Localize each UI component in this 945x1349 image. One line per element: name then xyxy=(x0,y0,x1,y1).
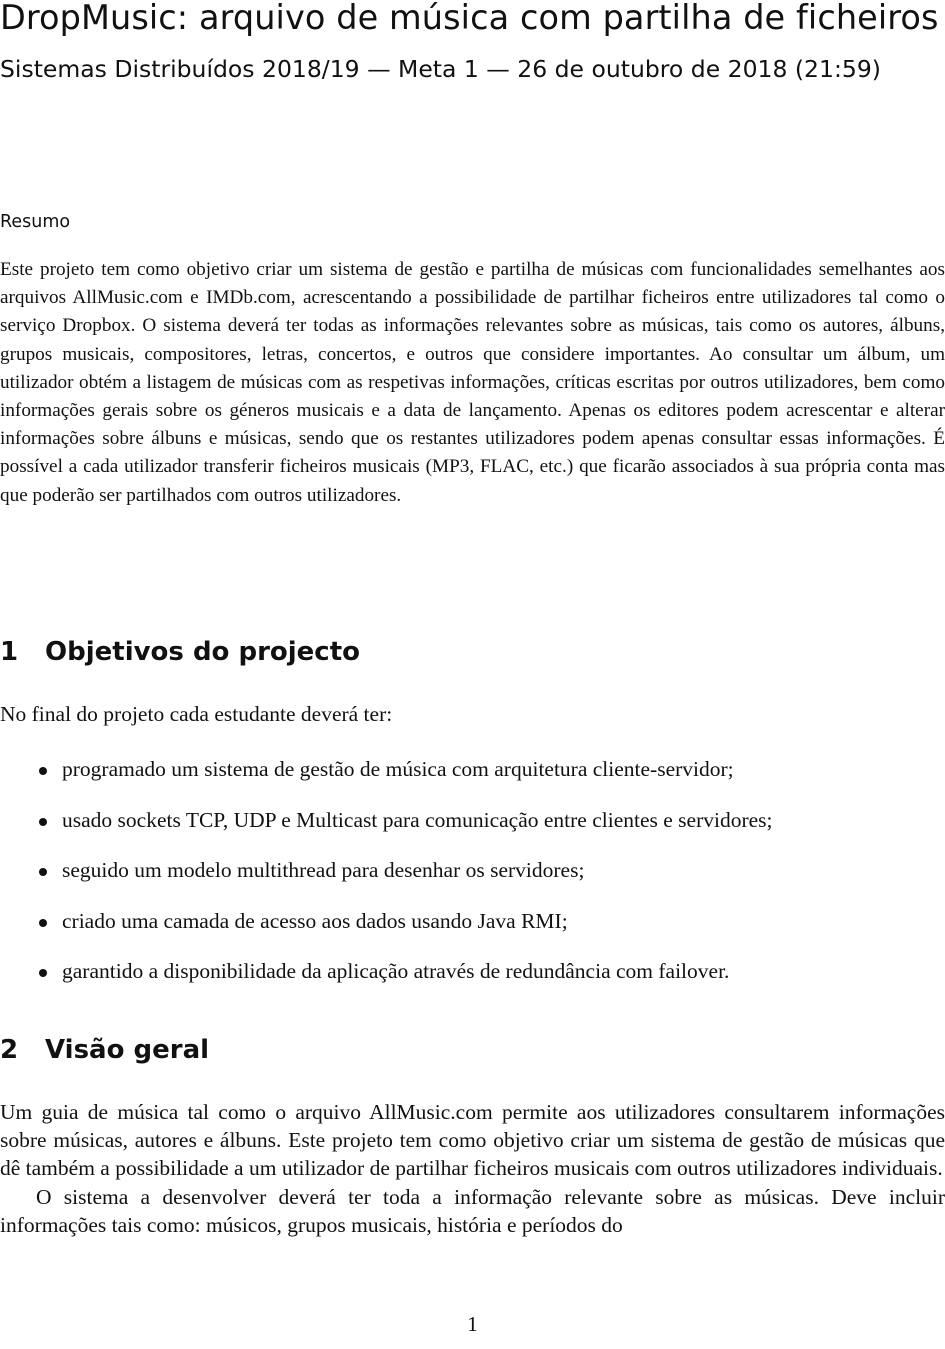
list-item xyxy=(0,755,945,806)
page-number: 1 xyxy=(467,1312,478,1336)
paragraph: Um guia de música tal como o arquivo AllMusic.com permite aos utilizadores consultarem informações sobre músicas, autores e álbuns. Este projeto tem como objetivo criar um sistema de gestão de músicas que dê também a possibilidade a um utilizador de partilhar ficheiros musicais com outros utilizadores individuais. xyxy=(0,1100,945,1181)
section-heading-objetivos xyxy=(0,637,945,668)
bullet-icon xyxy=(39,919,47,927)
list-item-text: programado um sistema de gestão de música com arquitetura cliente-servidor; xyxy=(62,757,734,781)
list-item xyxy=(0,806,945,857)
paragraph: O sistema a desenvolver deverá ter toda a informação relevante sobre as músicas. Deve incluir informações tais como: músicos, grupos musicais, história e períodos do xyxy=(0,1184,945,1237)
list-item xyxy=(0,856,945,907)
list-item-text: seguido um modelo multithread para desenhar os servidores; xyxy=(62,858,585,883)
bullet-icon xyxy=(39,767,47,775)
bullet-icon xyxy=(39,818,47,826)
list-item xyxy=(0,957,945,1008)
section-title: Visão geral xyxy=(45,1035,210,1065)
section-title: Objetivos do projecto xyxy=(45,637,361,667)
abstract-heading: Resumo xyxy=(0,212,71,232)
section-number: 2 xyxy=(0,1035,19,1065)
section-body xyxy=(0,1098,945,1239)
list-item-text: criado uma camada de acesso aos dados usando Java RMI; xyxy=(62,908,568,933)
section-intro: No final do projeto cada estudante deverá ter: xyxy=(0,702,393,726)
section-heading-visao-geral xyxy=(0,1035,945,1066)
list-item xyxy=(0,907,945,958)
list-item-text: usado sockets TCP, UDP e Multicast para comunicação entre clientes e servidores; xyxy=(62,807,773,832)
document-title: DropMusic: arquivo de música com partilha de ficheiros xyxy=(0,0,939,37)
abstract-text: Este projeto tem como objetivo criar um sistema de gestão e partilha de músicas com funcionalidades semelhantes aos arquivos AllMusic.com e IMDb.com, acrescentando a possibilidade de partilhar ficheiros entre utilizadores tal como o serviço Dropbox. O sistema deverá ter todas as informações relevantes sobre as músicas, tais como os autores, álbuns, grupos musicais, compositores, letras, concertos, e outros que considere importantes. Ao consultar um álbum, um utilizador obtém a listagem de músicas com as respetivas informações, críticas escritas por outros utilizadores, bem como informações gerais sobre os géneros musicais e a data de lançamento. Apenas os editores podem acrescentar e alterar informações sobre álbuns e músicas, sendo que os restantes utilizadores podem apenas consultar essas informações. É possível a cada utilizador transferir ficheiros musicais (MP3, FLAC, etc.) que ficarão associados à sua própria conta mas que poderão ser partilhados com outros utilizadores. xyxy=(0,259,945,506)
section-number: 1 xyxy=(0,637,19,667)
objectives-list xyxy=(0,755,945,1008)
document-subtitle: Sistemas Distribuídos 2018/19 — Meta 1 — 26 de outubro de 2018 (21:59) xyxy=(0,55,881,83)
list-item-text: garantido a disponibilidade da aplicação através de redundância com failover. xyxy=(62,959,730,984)
bullet-icon xyxy=(39,969,47,977)
bullet-icon xyxy=(39,868,47,876)
